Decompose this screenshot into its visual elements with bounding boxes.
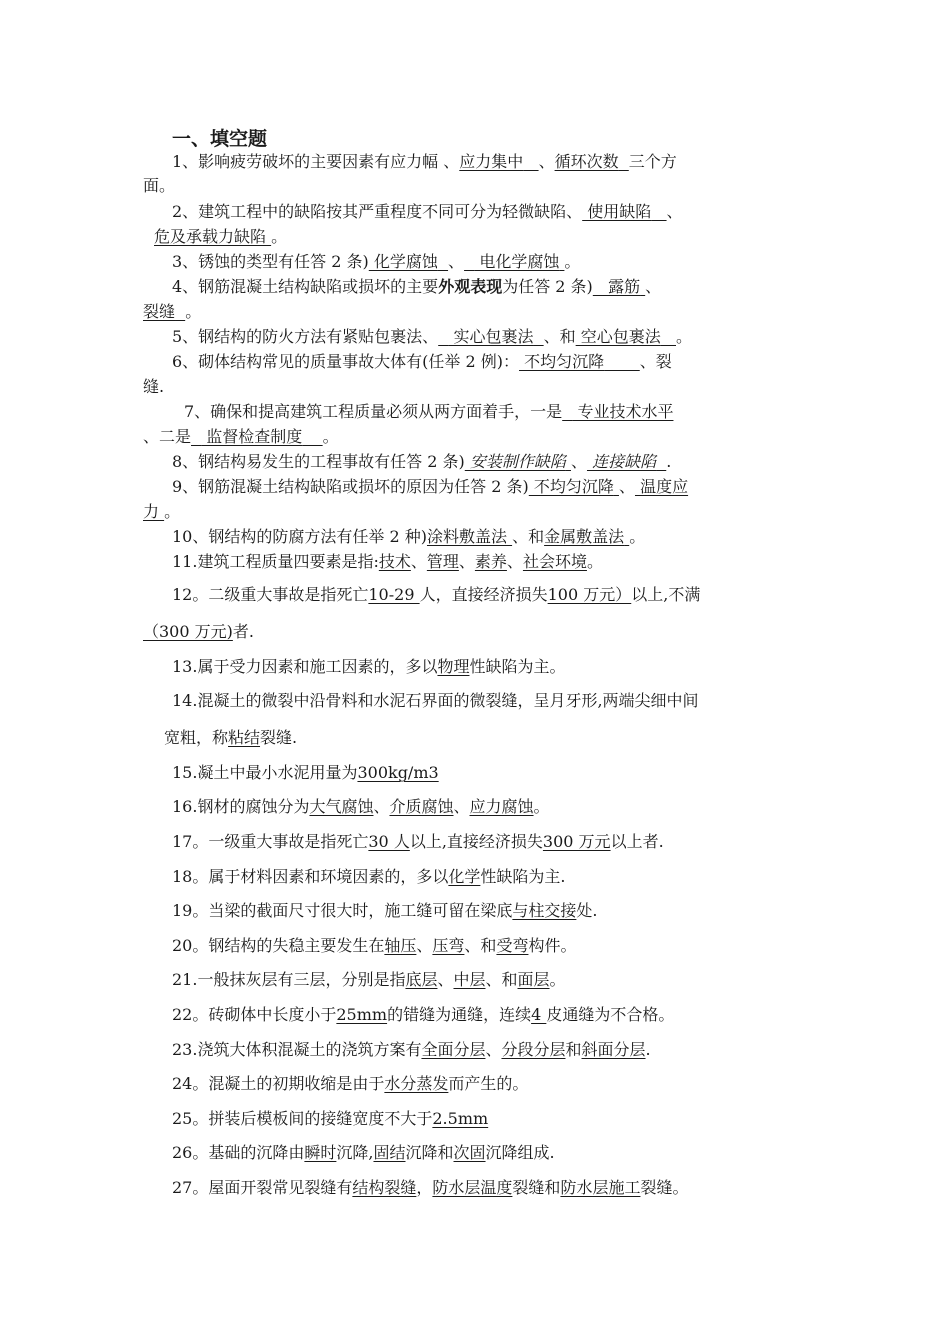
question-3 — [172, 251, 580, 273]
q6-answer-1: 不均匀沉降 — [519, 352, 605, 371]
q1-text: 1、影响疲劳破坏的主要因素有应力幅 、 — [172, 152, 460, 171]
q3-tail: 。 — [564, 252, 581, 271]
question-8 — [172, 451, 671, 473]
q26-answer-3: 次固 — [453, 1143, 486, 1162]
q23-answer-1: 全面分层 — [421, 1040, 486, 1059]
question-20: 20。钢结构的失稳主要发生在轴压、压弯、和受弯构件。 — [172, 936, 577, 955]
question-6-cont: 缝. — [143, 377, 165, 396]
q7-answer-2: 监督检查制度 — [201, 427, 303, 446]
q9-answer-2-cont: 力 — [143, 502, 160, 521]
q11-answer-4: 社会环境 — [522, 552, 587, 571]
question-5 — [172, 326, 692, 348]
q4-text-2: 为任答 2 条) — [502, 277, 593, 296]
q20-answer-2: 压弯 — [432, 936, 465, 955]
question-4-cont — [143, 301, 201, 323]
q8-answer-1: 安装制作缺陷 — [464, 452, 566, 471]
q12-answer-1: 10-29 — [368, 585, 420, 604]
question-26: 26。基础的沉降由瞬时沉降,固结沉降和次固沉降组成. — [172, 1143, 555, 1162]
q9-sep: 、 — [618, 477, 635, 496]
q7-text-2: 、二是 — [143, 427, 192, 446]
q9-text: 9、钢筋混凝土结构缺陷或损坏的原因为任答 2 条) — [172, 477, 529, 496]
question-4 — [172, 276, 661, 298]
q12-text: 12。二级重大事故是指死亡 — [172, 585, 369, 604]
question-19: 19。当梁的截面尺寸很大时，施工缝可留在梁底与柱交接处. — [172, 901, 598, 920]
q20-answer-1: 轴压 — [384, 936, 417, 955]
question-17: 17。一级重大事故是指死亡30 人以上,直接经济损失300 万元以上者. — [172, 832, 664, 851]
q12-text-3: 以上,不满 — [631, 585, 701, 604]
q24-answer-1: 水分蒸发 — [384, 1074, 449, 1093]
question-14: 14.混凝土的微裂中沿骨料和水泥石界面的微裂缝，呈月牙形,两端尖细中间 — [172, 691, 699, 710]
q1-sep: 、 — [538, 152, 555, 171]
q20-answer-3: 受弯 — [496, 936, 529, 955]
q4-answer-2: 裂缝 — [143, 302, 176, 321]
q9-answer-2: 温度应 — [634, 477, 689, 496]
q23-answer-3: 斜面分层 — [581, 1040, 646, 1059]
q27-answer-1: 结构裂缝 — [352, 1178, 417, 1197]
q11-answer-1: 技术 — [378, 552, 411, 571]
q12-answer-2: 100 万元） — [547, 585, 632, 604]
question-9 — [172, 476, 688, 498]
q4-tail: 。 — [185, 302, 202, 321]
q1-answer-1: 应力集中 — [459, 152, 524, 171]
question-23: 23.浇筑大体积混凝土的浇筑方案有全面分层、分段分层和斜面分层. — [172, 1040, 651, 1059]
q3-sep: 、 — [448, 252, 465, 271]
q16-answer-2: 介质腐蚀 — [389, 797, 454, 816]
q4-bold-term: 外观表现 — [438, 277, 503, 296]
q5-sep: 、和 — [543, 327, 576, 346]
q6-text: 6、砌体结构常见的质量事故大体有(任举 2 例)： — [172, 352, 520, 371]
q11-answer-2: 管理 — [426, 552, 459, 571]
q2-answer-1: 使用缺陷 — [582, 202, 652, 221]
q26-answer-1: 瞬时 — [304, 1143, 337, 1162]
q16-answer-3: 应力腐蚀 — [469, 797, 534, 816]
section-title: 一、填空题 — [172, 128, 268, 150]
q4-sep: 、 — [645, 277, 662, 296]
q21-answer-2: 中层 — [453, 970, 486, 989]
q25-answer-1: 2.5mm — [432, 1109, 489, 1128]
q9-tail: 。 — [164, 502, 181, 521]
q17-answer-2: 300 万元 — [542, 832, 611, 851]
q7-tail: 。 — [322, 427, 339, 446]
q2-tail: 。 — [271, 227, 288, 246]
q4-text: 4、钢筋混凝土结构缺陷或损坏的主要 — [172, 277, 439, 296]
q8-sep: 、 — [570, 452, 587, 471]
q10-text: 10、钢结构的防腐方法有任举 2 种) — [172, 527, 427, 546]
q7-answer-1: 专业技术水平 — [572, 402, 674, 421]
q22-answer-1: 25mm — [336, 1005, 388, 1024]
question-15: 15.凝土中最小水泥用量为300kg/m3 — [172, 763, 439, 782]
q5-answer-2: 空心包裹法 — [575, 327, 661, 346]
q9-answer-1: 不均匀沉降 — [528, 477, 614, 496]
question-21: 21.一般抹灰层有三层，分别是指底层、中层、和面层。 — [172, 970, 566, 989]
question-2 — [172, 201, 683, 223]
question-12-cont — [143, 621, 254, 643]
question-25: 25。拼装后模板间的接缝宽度不大于2.5mm — [172, 1109, 489, 1128]
q17-answer-1: 30 人 — [368, 832, 410, 851]
question-7-cont — [143, 426, 339, 448]
q26-answer-2: 固结 — [373, 1143, 406, 1162]
question-16: 16.钢材的腐蚀分为大气腐蚀、介质腐蚀、应力腐蚀。 — [172, 797, 550, 816]
q11-text: 11.建筑工程质量四要素是指: — [172, 552, 379, 571]
q10-answer-1: 涂料敷盖法 — [426, 527, 507, 546]
q13-answer-1: 物理 — [437, 657, 470, 676]
question-2-cont — [154, 226, 287, 248]
q2-text: 2、建筑工程中的缺陷按其严重程度不同可分为轻微缺陷、 — [172, 202, 583, 221]
q8-text: 8、钢结构易发生的工程事故有任答 2 条) — [172, 452, 465, 471]
question-22: 22。砖砌体中长度小于25mm的错缝为通缝，连续4 皮通缝为不合格。 — [172, 1005, 675, 1024]
q10-answer-2: 金属敷盖法 — [544, 527, 625, 546]
q7-text: 7、确保和提高建筑工程质量必须从两方面着手，一是 — [184, 402, 563, 421]
q2-sep: 、 — [666, 202, 683, 221]
q12-answer-3: （300 万元) — [143, 622, 233, 641]
q6-tail: 、裂 — [639, 352, 672, 371]
q12-tail: 者. — [232, 622, 254, 641]
q2-answer-2: 危及承载力缺陷 — [154, 227, 267, 246]
q12-text-2: 人，直接经济损失 — [419, 585, 548, 604]
question-12 — [172, 584, 700, 606]
q5-tail: 。 — [676, 327, 693, 346]
q8-tail: . — [666, 452, 672, 471]
question-10 — [172, 526, 645, 548]
question-11: 11.建筑工程质量四要素是指:技术、管理、素养、社会环境。 — [172, 552, 603, 571]
q10-tail: 。 — [629, 527, 646, 546]
question-1 — [172, 151, 677, 173]
q18-answer-1: 化学 — [448, 867, 481, 886]
q22-answer-2: 4 — [531, 1005, 547, 1024]
q3-text: 3、锈蚀的类型有任答 2 条) — [172, 252, 369, 271]
question-13: 13.属于受力因素和施工因素的，多以物理性缺陷为主。 — [172, 657, 566, 676]
q23-answer-2: 分段分层 — [501, 1040, 566, 1059]
q8-answer-2: 连接缺陷 — [586, 452, 657, 471]
q11-answer-3: 素养 — [474, 552, 507, 571]
q16-answer-1: 大气腐蚀 — [309, 797, 374, 816]
q5-answer-1: 实心包裹法 — [448, 327, 534, 346]
q21-answer-1: 底层 — [405, 970, 438, 989]
q5-text: 5、钢结构的防火方法有紧贴包裹法、 — [172, 327, 439, 346]
q21-answer-3: 面层 — [517, 970, 550, 989]
question-18: 18。属于材料因素和环境因素的，多以化学性缺陷为主. — [172, 867, 566, 886]
q15-answer-1: 300kg/m3 — [357, 763, 439, 782]
question-27: 27。屋面开裂常见裂缝有结构裂缝，防水层温度裂缝和防水层施工裂缝。 — [172, 1178, 689, 1197]
q4-answer-1: 露筋 — [602, 277, 641, 296]
q27-answer-2: 防水层温度 — [432, 1178, 513, 1197]
q10-sep: 、和 — [512, 527, 545, 546]
question-9-cont — [143, 501, 180, 523]
q19-answer-1: 与柱交接 — [512, 901, 577, 920]
q27-answer-3: 防水层施工 — [560, 1178, 641, 1197]
q1-tail: 三个方 — [628, 152, 677, 171]
q14-answer-1: 粘结 — [228, 728, 261, 747]
question-24: 24。混凝土的初期收缩是由于水分蒸发而产生的。 — [172, 1074, 529, 1093]
q3-answer-1: 化学腐蚀 — [368, 252, 438, 271]
q3-answer-2: 电化学腐蚀 — [474, 252, 560, 271]
question-6 — [172, 351, 672, 373]
question-1-cont: 面。 — [143, 176, 176, 195]
question-7 — [184, 401, 673, 423]
question-14-cont: 宽粗，称粘结裂缝. — [164, 728, 298, 747]
q1-answer-2: 循环次数 — [554, 152, 619, 171]
